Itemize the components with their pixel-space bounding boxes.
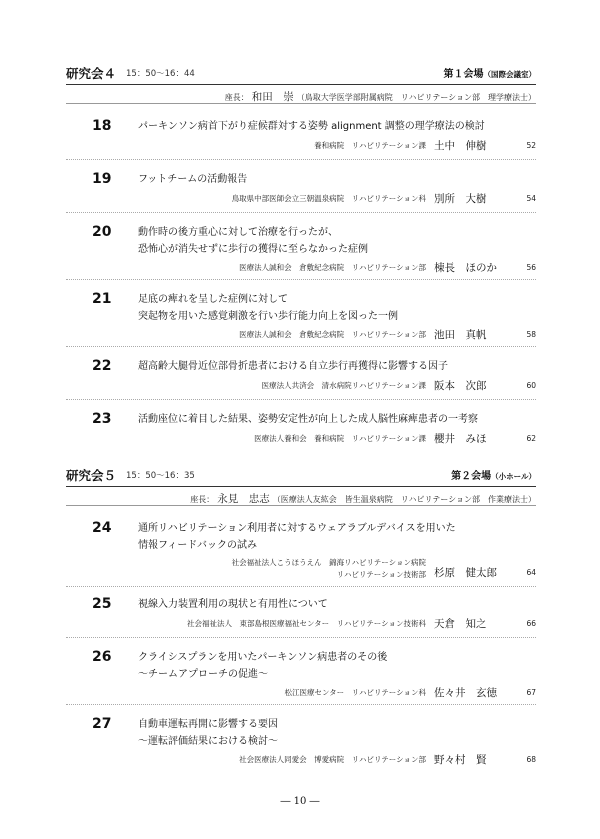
presentation-author: 別所 大樹	[434, 193, 487, 205]
session-time: 15：50～16：44	[126, 69, 195, 79]
presentation-affiliation: 社会福祉法人こうほうえん 錦海リハビリテーション病院 リハビリテーション技術部	[231, 558, 426, 579]
session-title: 研究会５	[66, 468, 117, 483]
session-header	[66, 466, 536, 487]
presentation-item	[66, 716, 536, 771]
presentation-author: 阪本 次郎	[434, 380, 487, 392]
presentation-affiliation: 医療法人誠和会 倉敷紀念病院 リハビリテーション部	[239, 330, 426, 339]
presentation-number: 19	[92, 171, 112, 187]
presentation-item	[66, 118, 536, 160]
presentation-number: 23	[92, 411, 112, 427]
presentation-page: 64	[526, 568, 536, 577]
presentation-affiliation: 松江医療センター リハビリテーション科	[284, 688, 426, 697]
presentation-item	[66, 596, 536, 638]
presentation-author: 櫻井 みほ	[434, 433, 487, 445]
presentation-author: 土中 伸樹	[434, 140, 487, 152]
presentation-title: 視線入力装置利用の現状と有用性について	[138, 599, 328, 610]
presentation-title: 活動座位に着目した結果、姿勢安定性が向上した成人脳性麻痺患者の一考察	[138, 414, 478, 425]
session-chair	[66, 487, 536, 506]
page-number: ― 10 ―	[280, 796, 320, 807]
presentation-title: フットチームの活動報告	[138, 174, 248, 185]
presentation-number: 21	[92, 291, 112, 307]
presentation-number: 25	[92, 596, 112, 612]
chair-label: 座長：	[224, 93, 249, 102]
venue-room: （小ホール）	[491, 472, 536, 481]
presentation-title: 動作時の後方重心に対して治療を行ったが、 恐怖心が消失せずに歩行の獲得に至らなかった症例	[138, 227, 368, 255]
session-chair	[66, 85, 536, 104]
presentation-item	[66, 411, 536, 452]
presentation-number: 22	[92, 358, 112, 374]
session-venue	[444, 65, 537, 80]
chair-name: 永見 忠志	[217, 493, 270, 505]
presentation-author: 野々村 賢	[434, 754, 487, 766]
session-block	[66, 466, 536, 771]
presentation-title: 自動車運転再開に影響する要因 ～運転評価結果における検討～	[138, 719, 278, 747]
presentation-author: 池田 真帆	[434, 329, 487, 341]
presentation-title: パーキンソン病首下がり症候群対する姿勢 alignment 調整の理学療法の検討	[138, 121, 485, 132]
presentation-page: 62	[526, 434, 536, 443]
presentation-number: 24	[92, 520, 112, 536]
presentation-item	[66, 520, 536, 587]
presentation-number: 18	[92, 118, 112, 134]
presentation-page: 54	[526, 194, 536, 203]
presentation-page: 56	[526, 263, 536, 272]
presentation-affiliation: 医療法人共済会 清水病院リハビリテーション課	[261, 381, 426, 390]
venue-name: 第１会場	[443, 69, 484, 80]
chair-affiliation: （医療法人友紘会 皆生温泉病院 リハビリテーション部 作業療法士）	[272, 495, 536, 504]
chair-affiliation: （鳥取大学医学部附属病院 リハビリテーション部 理学療法士）	[296, 93, 536, 102]
session-header	[66, 64, 536, 85]
presentation-affiliation: 鳥取県中部医師会立三朝温泉病院 リハビリテーション科	[231, 194, 426, 203]
presentation-item	[66, 649, 536, 705]
presentation-title: クライシスプランを用いたパーキンソン病患者のその後 ～チームアプローチの促進～	[138, 652, 388, 680]
presentation-page: 60	[526, 381, 536, 390]
presentation-page: 58	[526, 330, 536, 339]
presentation-number: 20	[92, 224, 112, 240]
session-title: 研究会４	[66, 66, 117, 81]
presentation-number: 26	[92, 649, 112, 665]
presentation-author: 棟長 ほのか	[434, 262, 497, 274]
presentation-affiliation: 養和病院 リハビリテーション課	[314, 141, 426, 150]
presentation-affiliation: 医療法人養和会 養和病院 リハビリテーション課	[254, 434, 426, 443]
presentation-author: 杉原 健太郎	[434, 567, 497, 579]
session-block	[66, 64, 536, 452]
chair-name: 和田 崇	[251, 91, 294, 103]
session-venue	[451, 467, 536, 482]
presentation-affiliation: 医療法人誠和会 倉敷紀念病院 リハビリテーション部	[239, 263, 426, 272]
presentation-page: 68	[526, 755, 536, 764]
presentation-title: 通所リハビリテーション利用者に対するウェアラブルデバイスを用いた 情報フィードバックの試み	[138, 523, 456, 551]
venue-room: （国際会議室）	[483, 70, 536, 79]
presentation-title: 足底の痺れを呈した症例に対して 突起物を用いた感覚刺激を行い歩行能力向上を図った一例	[138, 294, 398, 322]
venue-name: 第２会場	[451, 471, 492, 482]
presentation-author: 佐々井 玄徳	[434, 687, 497, 699]
presentation-item	[66, 224, 536, 280]
presentation-page: 66	[526, 619, 536, 628]
chair-label: 座長：	[190, 495, 215, 504]
presentation-item	[66, 291, 536, 347]
presentation-affiliation: 社会福祉法人 東部島根医療福祉センター リハビリテーション技術科	[186, 619, 426, 628]
presentation-title: 超高齢大腿骨近位部骨折患者における自立歩行再獲得に影響する因子	[138, 361, 448, 372]
session-time: 15：50～16：35	[126, 471, 195, 481]
presentation-number: 27	[92, 716, 112, 732]
presentation-affiliation: 社会医療法人同愛会 博愛病院 リハビリテーション部	[239, 755, 426, 764]
presentation-item	[66, 171, 536, 213]
presentation-page: 52	[526, 141, 536, 150]
presentation-item	[66, 358, 536, 400]
presentation-page: 67	[526, 688, 536, 697]
presentation-author: 天倉 知之	[434, 618, 487, 630]
